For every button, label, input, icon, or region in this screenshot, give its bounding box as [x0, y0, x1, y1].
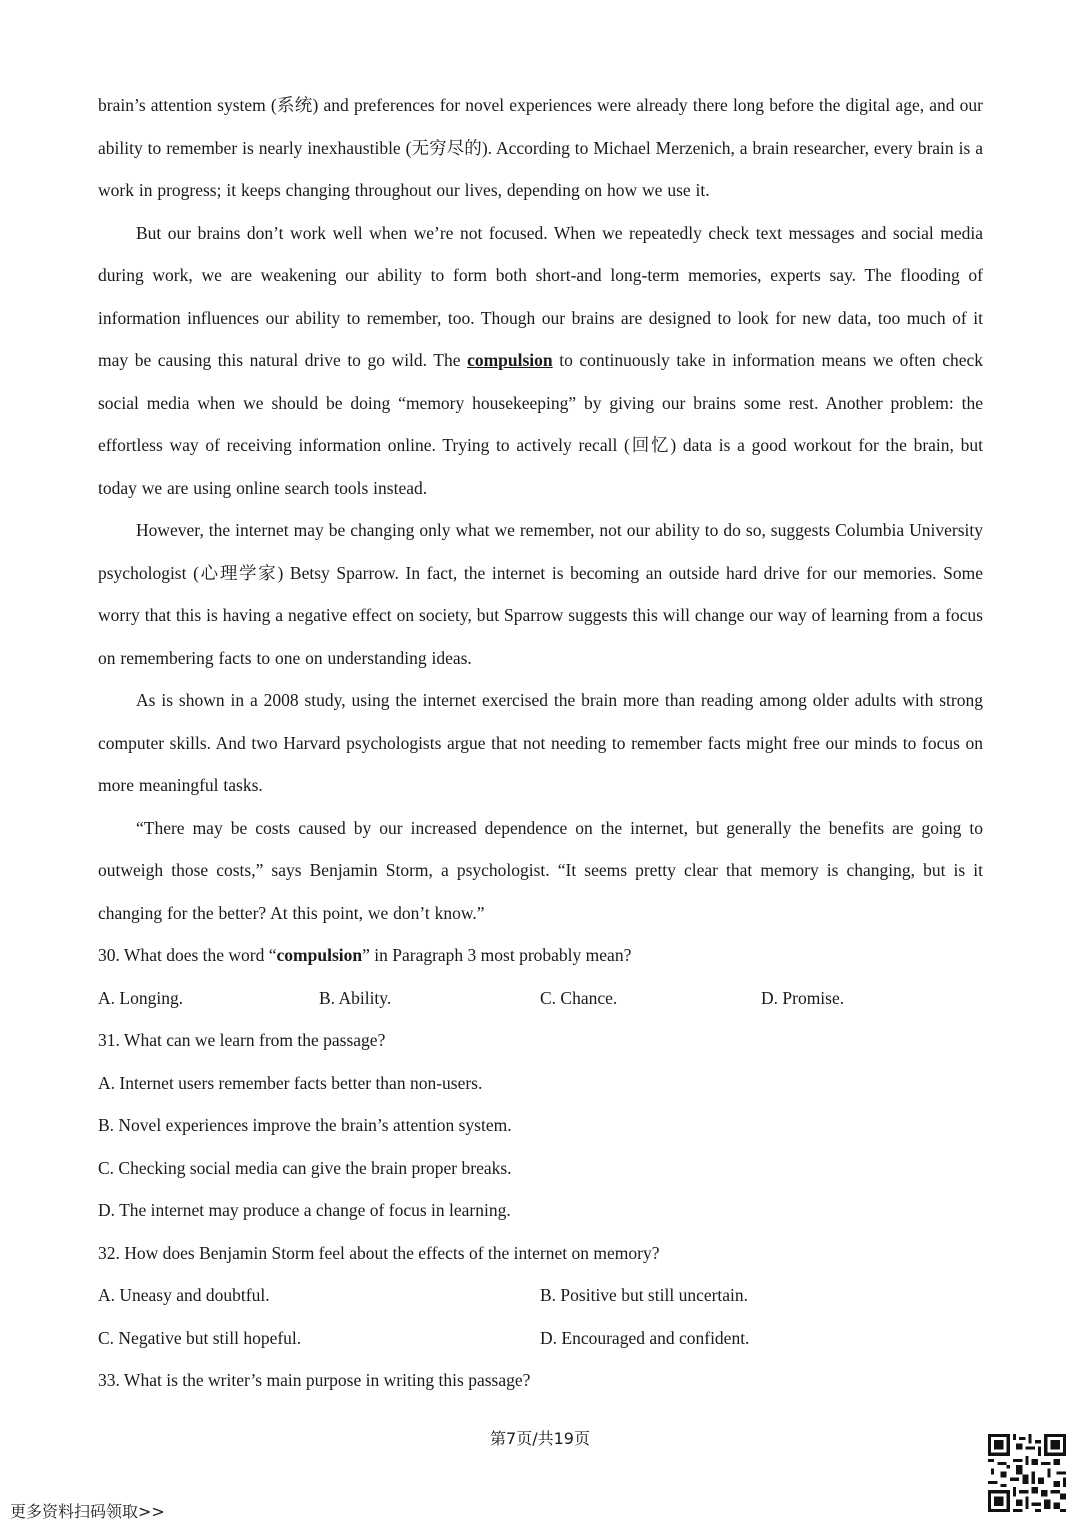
q30-option-b: B. Ability. [319, 987, 392, 1008]
q31-option-c: C. Checking social media can give the brain proper breaks. [98, 1157, 512, 1178]
question-32-options-row-2 [98, 1317, 983, 1360]
question-30-options [98, 977, 983, 1020]
question-31-stem: 31. What can we learn from the passage? [98, 1030, 386, 1050]
exam-page [98, 84, 983, 1402]
more-resources-link[interactable]: 更多资料扫码领取>> [10, 1502, 165, 1521]
paragraph-3: However, the internet may be changing only what we remember, not our ability to do so, suggests Columbia University psychologist (心理学家) Betsy Sparrow. In fact, the internet is becoming an outside hard drive for our memories. Some worry that this is having a negative effect on society, but Sparrow suggests this will change our way of learning from a focus on remembering facts to one on understanding ideas. [98, 520, 983, 668]
keyword-compulsion: compulsion [467, 350, 553, 370]
q31-option-b: B. Novel experiences improve the brain’s attention system. [98, 1115, 512, 1135]
page-number: 第7页/共19页 [490, 1429, 590, 1448]
q32-option-a: A. Uneasy and doubtful. [98, 1285, 270, 1305]
paragraph-2-before: But our brains don’t work well when we’re not focused. When we repeatedly check text messages and social media during work, we are weakening our ability to form both short-and long-term memories, experts say. The flooding of information influences our ability to remember, too. Though our brains are designed to look for new data, too much of it may be causing this natural drive to go wild. The [98, 222, 983, 370]
q30-option-a: A. Longing. [98, 987, 184, 1008]
paragraph-2-after: to continuously take in information means we often check social media when we should be doing “memory housekeeping” by giving our brains some rest. Another problem: the effortless way of receiving information online. Trying to actively recall (回忆) data is a good workout for the brain, but today we are using online search tools instead. [98, 350, 984, 498]
paragraph-5: “There may be costs caused by our increased dependence on the internet, but generally the benefits are going to outweigh those costs,” says Benjamin Storm, a psychologist. “It seems pretty clear that memory is changing, but is it changing for the better? At this point, we don’t know.” [98, 817, 983, 923]
question-32-stem: 32. How does Benjamin Storm feel about the effects of the internet on memory? [98, 1242, 660, 1263]
q31-option-d: D. The internet may produce a change of focus in learning. [98, 1200, 511, 1220]
qr-code-icon[interactable] [988, 1434, 1066, 1512]
question-32-options-row-1 [98, 1274, 983, 1317]
q32-option-d: D. Encouraged and confident. [540, 1327, 750, 1348]
paragraph-2 [98, 212, 983, 510]
question-30-stem [98, 934, 983, 977]
q31-option-a: A. Internet users remember facts better than non-users. [98, 1072, 483, 1093]
question-33-stem: 33. What is the writer’s main purpose in writing this passage? [98, 1370, 531, 1390]
q32-option-b: B. Positive but still uncertain. [540, 1285, 749, 1305]
q30-option-d: D. Promise. [761, 987, 845, 1008]
q32-option-c: C. Negative but still hopeful. [98, 1327, 302, 1348]
question-30-stem-after: ” in Paragraph 3 most probably mean? [362, 945, 632, 965]
paragraph-4: As is shown in a 2008 study, using the internet exercised the brain more than reading among older adults with strong computer skills. And two Harvard psychologists argue that not needing to remember facts might free our minds to focus on more meaningful tasks. [98, 690, 983, 795]
question-30-keyword: compulsion [276, 945, 363, 965]
q30-option-c: C. Chance. [540, 987, 618, 1008]
question-30-stem-before: 30. What does the word “ [98, 945, 277, 965]
paragraph-1: brain’s attention system (系统) and preferences for novel experiences were already there long before the digital age, and our ability to remember is nearly inexhaustible (无穷尽的). According to Michael Merzenich, a brain researcher, every brain is a work in progress; it keeps changing throughout our lives, depending on how we use it. [98, 95, 983, 200]
